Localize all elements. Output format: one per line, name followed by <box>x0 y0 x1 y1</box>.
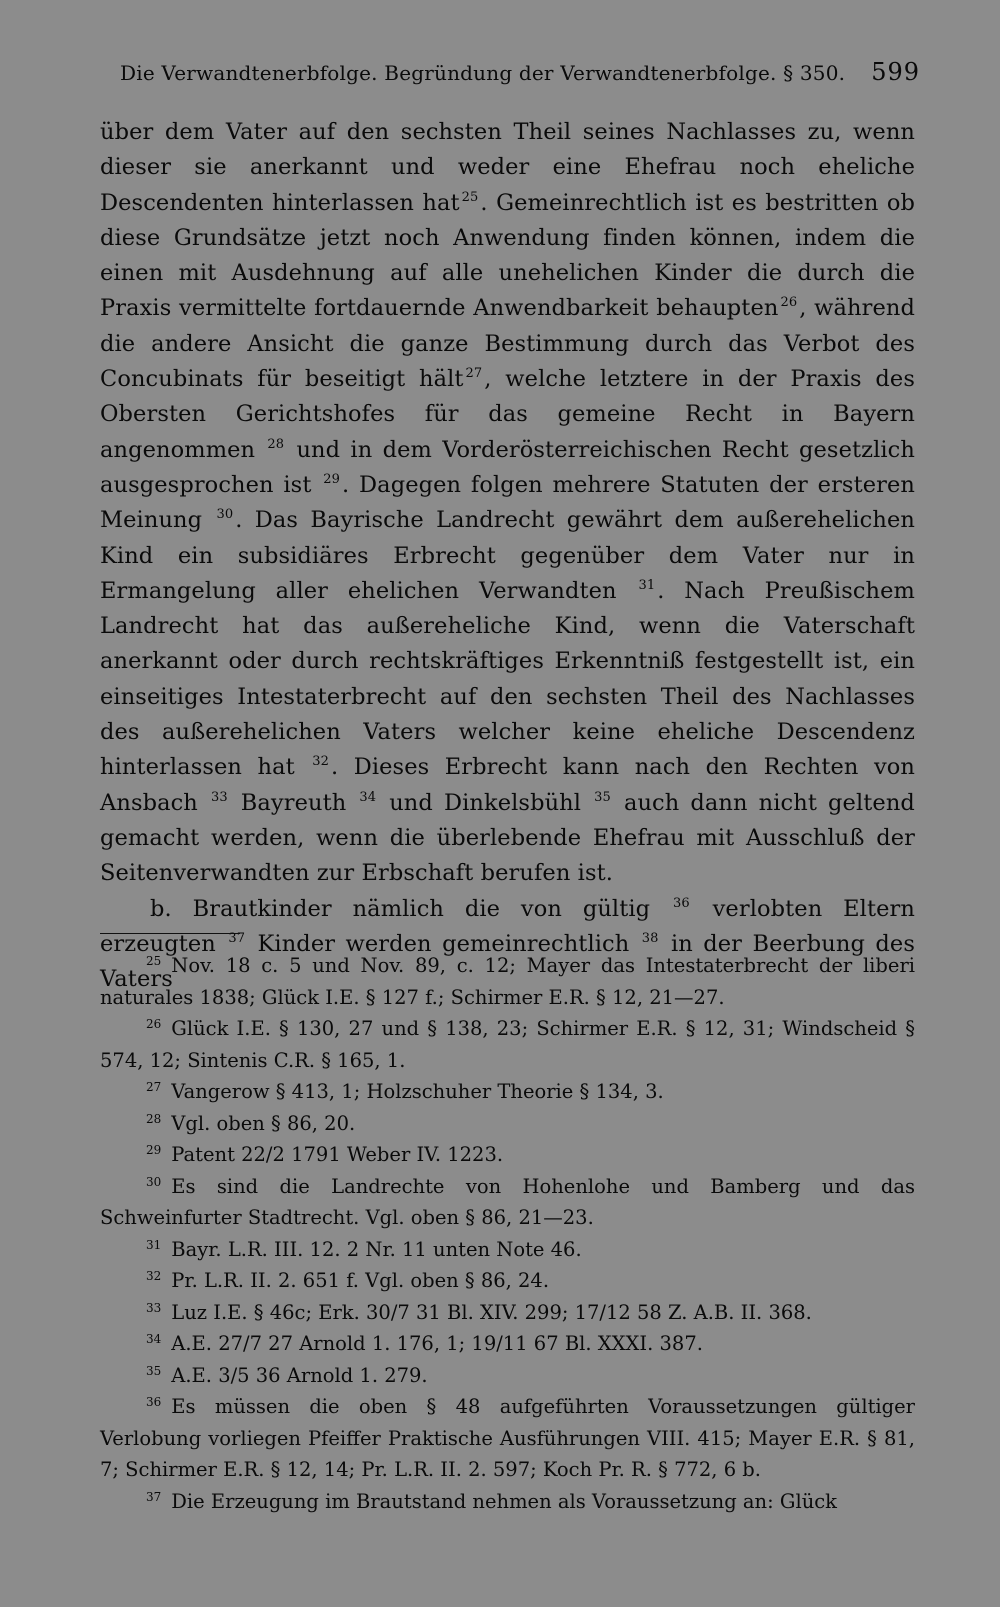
footnotes <box>100 950 915 1517</box>
footnote-ref: 29 <box>323 471 341 487</box>
footnote-number: 25 <box>146 954 162 968</box>
footnote-ref: 33 <box>210 789 228 805</box>
footnote: $^{30}$ Es sind die Landrechte von Hohenlohe und Bamberg und das Schweinfurter Stadtrecht. Vgl. oben § 86, 21—23. <box>100 1174 915 1229</box>
footnote: $^{36}$ Es müssen die oben § 48 aufgeführten Voraussetzungen gültiger Verlobung vorliegen Pfeiffer Praktische Ausführungen VIII. 415; Mayer E.R. § 81, 7; Schirmer E.R. § 12, 14; Pr. L.R. II. 2. 597; Koch Pr. R. § 772, 6 b. <box>100 1395 915 1481</box>
footnote: $^{31}$ Bayr. L.R. III. 12. 2 Nr. 11 unten Note 46. <box>146 1237 582 1261</box>
paragraph-1: über dem Vater auf den sechsten Theil seines Nachlasses zu, wenn dieser sie anerkannt und weder eine Ehefrau noch eheliche Descendenten hinterlassen hat $^{25}$. Gemeinrechtlich ist es bestritten ob diese Grundsätze jetzt noch Anwendung finden können, indem die einen mit Ausdehnung auf alle unehelichen Kinder die durch die Praxis vermittelte fortdauernde Anwendbarkeit behaupten $^{26}$, während die andere Ansicht die ganze Bestimmung durch das Verbot des Concubinats für beseitigt hält $^{27}$, welche letztere in der Praxis des Obersten Gerichtshofes für das gemeine Recht in Bayern angenommen $^{28}$ und in dem Vorderösterreichischen Recht gesetzlich ausgesprochen ist $^{29}$. Dagegen folgen mehrere Statuten der ersteren Meinung $^{30}$. Das Bayrische Landrecht gewährt dem außerehelichen Kind ein subsidiäres Erbrecht gegenüber dem Vater nur in Ermangelung aller ehelichen Verwandten $^{31}$. Nach Preußischem Landrecht hat das außereheliche Kind, wenn die Vaterschaft anerkannt oder durch rechtskräftiges Erkenntniß festgestellt ist, ein einseitiges Intestaterbrecht auf den sechsten Theil des Nachlasses des außerehelichen Vaters welcher keine eheliche Descendenz hinterlassen hat $^{32}$. Dieses Erbrecht kann nach den Rechten von Ansbach $^{33}$ Bayreuth $^{34}$ und Dinkelsbühl $^{35}$ auch dann nicht geltend gemacht werden, wenn die überlebende Ehefrau mit Ausschluß der Seitenverwandten zur Erbschaft berufen ist. <box>100 119 915 887</box>
page-number: 599 <box>871 58 920 86</box>
footnote: $^{35}$ A.E. 3/5 36 Arnold 1. 279. <box>146 1363 428 1387</box>
footnote-number: 34 <box>146 1332 162 1346</box>
footnote: $^{33}$ Luz I.E. § 46c; Erk. 30/7 31 Bl. XIV. 299; 17/12 58 Z. A.B. II. 368. <box>146 1300 812 1324</box>
footnote: $^{26}$ Glück I.E. § 130, 27 und § 138, 23; Schirmer E.R. § 12, 31; Windscheid § 574, 12; Sintenis C.R. § 165, 1. <box>100 1017 915 1072</box>
footnote-ref: 32 <box>312 754 329 770</box>
running-title: Die Verwandtenerbfolge. Begründung der Verwandtenerbfolge. § 350. <box>120 61 846 85</box>
footnote: $^{32}$ Pr. L.R. II. 2. 651 f. Vgl. oben § 86, 24. <box>146 1269 550 1292</box>
footnote-ref: 38 <box>641 930 659 946</box>
footnote: $^{27}$ Vangerow § 413, 1; Holzschuher Theorie § 134, 3. <box>146 1080 664 1103</box>
main-text <box>100 115 915 997</box>
footnote-ref: 26 <box>780 295 798 311</box>
footnote-number: 30 <box>146 1174 162 1189</box>
footnote: $^{34}$ A.E. 27/7 27 Arnold 1. 176, 1; 19/11 67 Bl. XXXI. 387. <box>146 1332 703 1355</box>
footnote-divider <box>100 933 240 934</box>
footnote-number: 33 <box>146 1300 162 1315</box>
footnote-ref: 36 <box>673 895 690 911</box>
footnote-ref: 27 <box>465 366 483 382</box>
footnote-number: 35 <box>146 1363 162 1378</box>
paragraph-2: b. Brautkinder nämlich die von gültig $^{36}$ verlobten Eltern erzeugten $^{37}$ Kinder werden gemeinrechtlich $^{38}$ in der Beerbung des Vaters <box>100 895 915 993</box>
footnote-number: 31 <box>146 1237 162 1252</box>
footnote: $^{37}$ Die Erzeugung im Brautstand nehmen als Voraussetzung an: Glück <box>146 1489 837 1513</box>
footnote-number: 36 <box>146 1395 162 1409</box>
footnote: $^{25}$ Nov. 18 c. 5 und Nov. 89, c. 12; Mayer das Intestaterbrecht der liberi naturales 1838; Glück I.E. § 127 f.; Schirmer E.R. § 12, 21—27. <box>100 954 915 1009</box>
footnote-ref: 30 <box>216 507 234 523</box>
footnote-ref: 31 <box>638 577 656 593</box>
footnote-ref: 35 <box>594 789 611 805</box>
footnote-ref: 25 <box>461 189 479 205</box>
footnote-number: 32 <box>146 1269 162 1283</box>
running-header <box>120 58 920 86</box>
footnote: $^{28}$ Vgl. oben § 86, 20. <box>146 1111 356 1135</box>
footnote-ref: 28 <box>267 436 285 452</box>
footnote-number: 28 <box>146 1111 162 1126</box>
footnote-number: 26 <box>146 1017 162 1031</box>
footnote-ref: 37 <box>228 930 246 946</box>
footnote: $^{29}$ Patent 22/2 1791 Weber IV. 1223. <box>146 1143 504 1166</box>
footnote-number: 29 <box>146 1143 162 1157</box>
footnote-number: 27 <box>146 1080 162 1094</box>
footnote-ref: 34 <box>359 789 377 805</box>
footnote-number: 37 <box>146 1489 162 1504</box>
